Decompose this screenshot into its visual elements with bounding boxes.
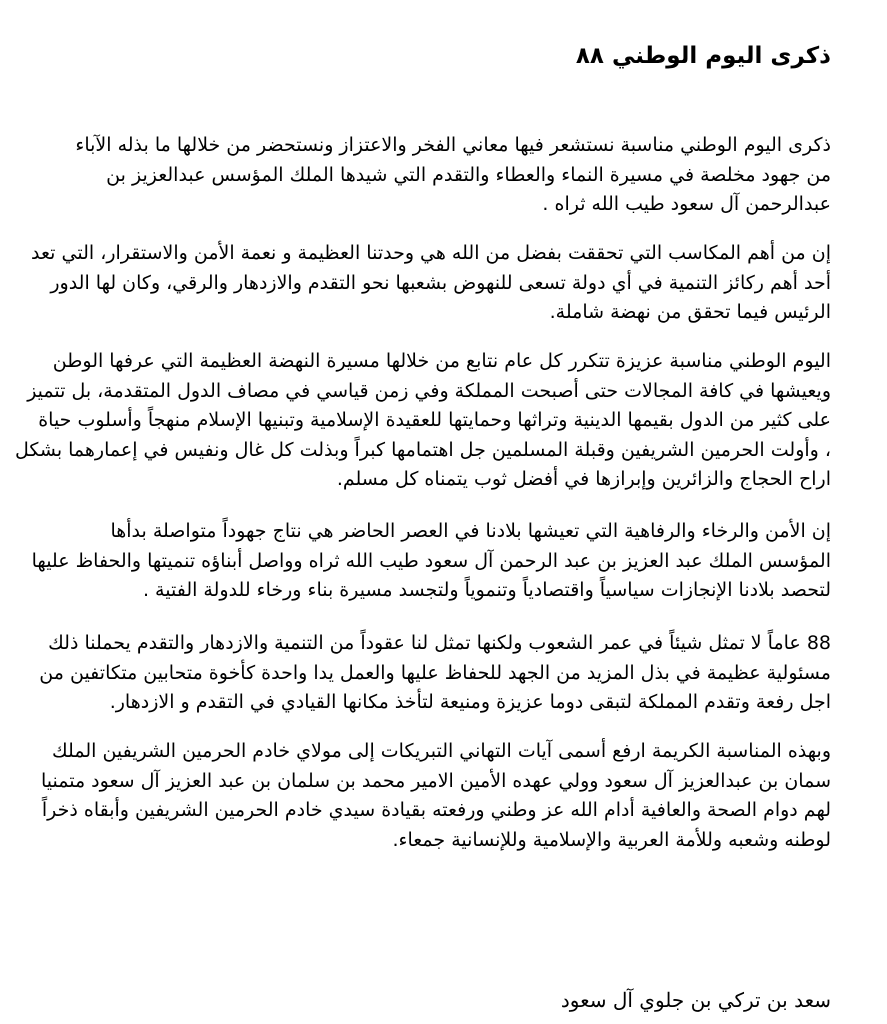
paragraph-line: من جهود مخلصة في مسيرة النماء والعطاء والتقدم التي شيدها الملك المؤسس عبدالعزيز بن bbox=[106, 163, 831, 186]
paragraph-line: المؤسس الملك عبد العزيز بن عبد الرحمن آل سعود طيب الله ثراه وواصل أبناؤه تنميتها والحفاظ عليها bbox=[31, 549, 831, 572]
paragraph-line: 88 عاماً لا تمثل شيئاً في عمر الشعوب ولكنها تمثل لنا عقوداً من التنمية والازدهار والتقدم يحملنا ذلك bbox=[48, 632, 831, 654]
paragraph-line: وبهذه المناسبة الكريمة ارفع أسمى آيات التهاني التبريكات إلى مولاي خادم الحرمين الشريفين الملك bbox=[52, 740, 831, 762]
paragraph-line: اجل رفعة وتقدم المملكة لتبقى دوما عزيزة ومنيعة لتأخذ مكانها القيادي في التقدم و الازدهار. bbox=[109, 691, 831, 713]
paragraph-line: إن الأمن والرخاء والرفاهية التي تعيشها بلادنا في العصر الحاضر هي نتاج جهوداً متواصلة بدأها bbox=[110, 520, 831, 542]
paragraph-line: ويعيشها في كافة المجالات حتى أصبحت المملكة وفي زمن قياسي في مصاف الدول المتقدمة، بل تتميز bbox=[27, 379, 831, 402]
paragraph-line: لهم دوام الصحة والعافية أدام الله عز وطني ورفعته بقيادة سيدي خادم الحرمين الشريفين وأبقاه ذخراً bbox=[41, 799, 831, 821]
paragraph-line: على كثير من الدول بقيمها الدينية وتراثها وحمايتها للعقيدة الإسلامية وتبنيها الإسلام منهجاً وأسلوب حياة bbox=[38, 409, 831, 431]
paragraph-line: سمان بن عبدالعزيز آل سعود وولي عهده الأمين الامير محمد بن سلمان بن عبد العزيز آل سعود متمنيا bbox=[40, 769, 831, 792]
paragraph-line: إن من أهم المكاسب التي تحققت بفضل من الله هي وحدتنا العظيمة و نعمة الأمن والاستقرار، التي تعد bbox=[31, 242, 831, 264]
paragraph-line: أحد أهم ركائز التنمية في أي دولة تسعى للنهوض بشعبها نحو التقدم والازدهار والرقي، وكان لها الدور bbox=[50, 271, 831, 294]
paragraph-1 bbox=[52, 131, 831, 220]
paragraph-line: عبدالرحمن آل سعود طيب الله ثراه . bbox=[542, 193, 831, 215]
paragraph-line: مسئولية عظيمة في بذل المزيد من الجهد للحفاظ عليها والعمل يدا واحدة كأخوة متحابين متكاتفين من bbox=[39, 661, 831, 684]
paragraph-line: ذكرى اليوم الوطني مناسبة نستشعر فيها معاني الفخر والاعتزاز ونستحضر من خلالها ما بذله الآباء bbox=[75, 134, 831, 156]
paragraph-line: اليوم الوطني مناسبة عزيزة تتكرر كل عام نتابع من خلالها مسيرة النهضة العظيمة التي عرفها الوطن bbox=[52, 350, 831, 372]
paragraph-line: ، وأولت الحرمين الشريفين وقبلة المسلمين جل اهتمامها كبراً وبذلت كل غال ونفيس في إعمارهما بشكل bbox=[14, 438, 831, 461]
paragraph-2 bbox=[31, 239, 831, 328]
paragraph-line: الرئيس فيما تحقق من نهضة شاملة. bbox=[549, 301, 831, 323]
paragraph-3 bbox=[14, 347, 831, 495]
document-title: ذكرى اليوم الوطني ٨٨ bbox=[575, 43, 831, 69]
paragraph-line: اراح الحجاج والزائرين وإبرازها في أفضل ثوب يتمناه كل مسلم. bbox=[336, 468, 831, 490]
paragraph-5 bbox=[39, 629, 831, 718]
paragraph-line: لوطنه وشعبه وللأمة العربية والإسلامية وللإنسانية جمعاء. bbox=[392, 828, 831, 851]
paragraph-6 bbox=[40, 737, 831, 855]
signature-name: سعد بن تركي بن جلوي آل سعود bbox=[560, 988, 831, 1012]
paragraph-4 bbox=[31, 517, 831, 606]
paragraph-line: لتحصد بلادنا الإنجازات سياسياً واقتصادياً وتنموياً ولتجسد مسيرة بناء ورخاء للدولة الفتية . bbox=[142, 579, 831, 601]
